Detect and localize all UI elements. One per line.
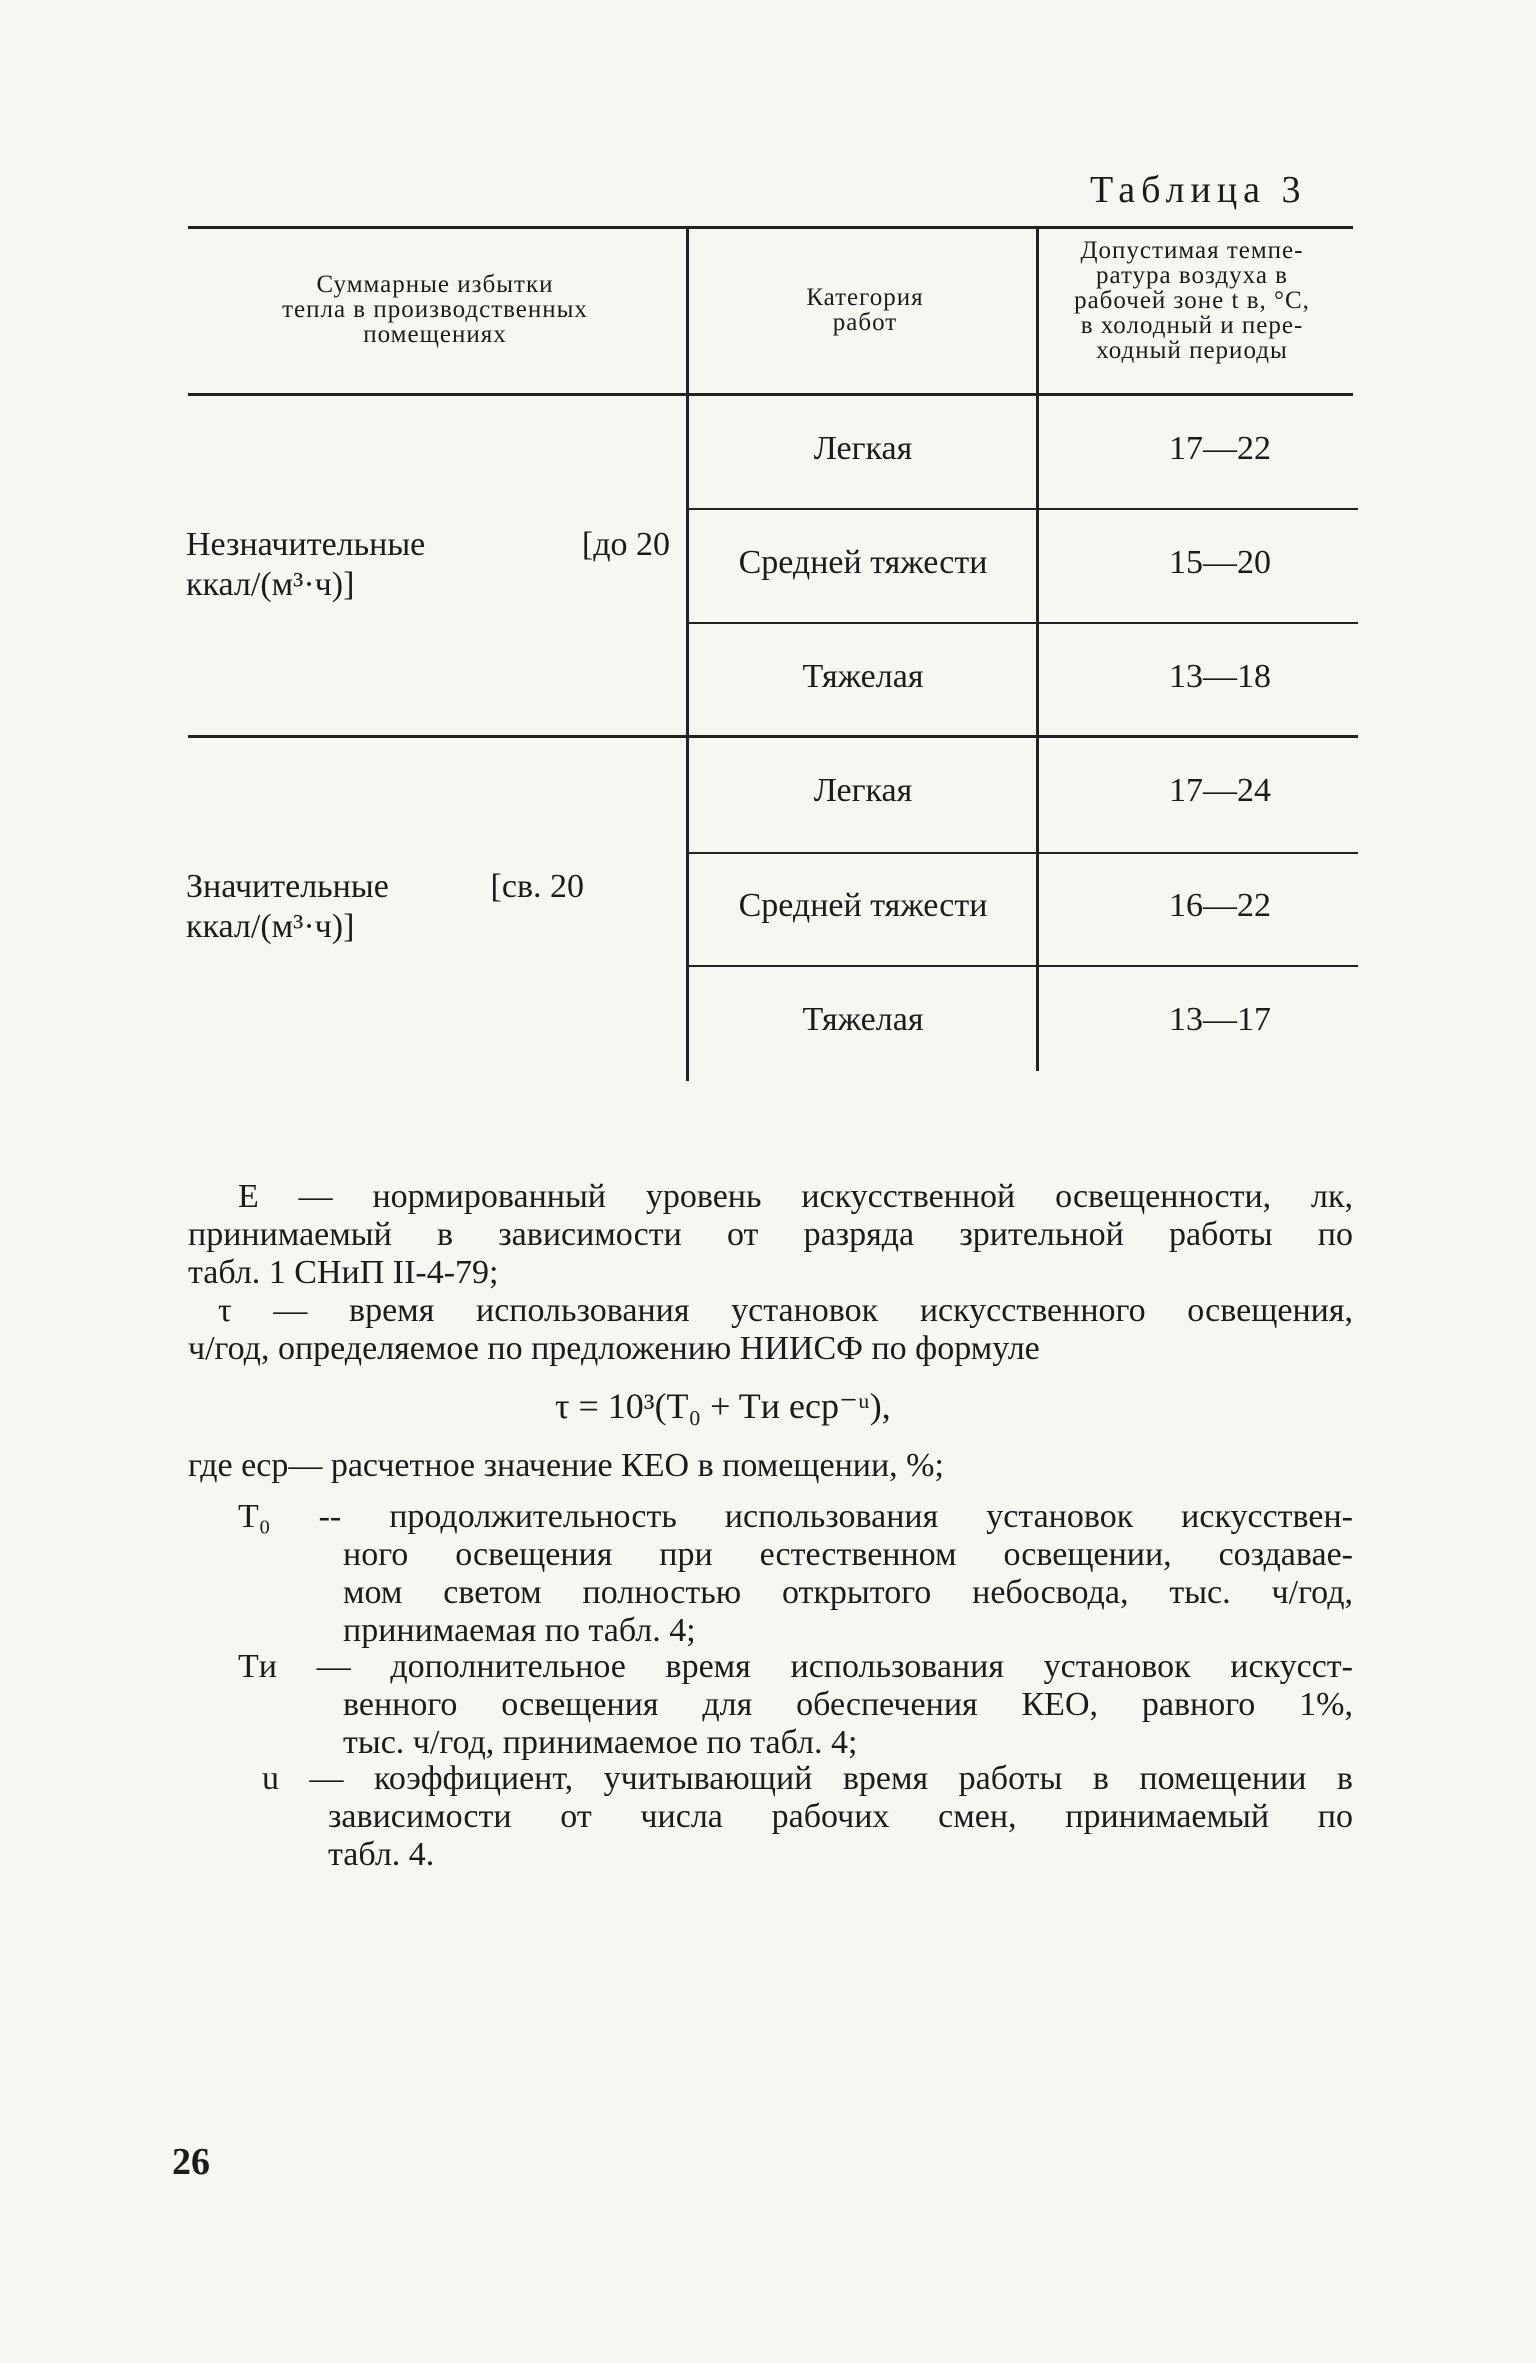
group-label-text: [до 20: [581, 526, 670, 563]
temperature-cell: 16—22: [1169, 887, 1271, 924]
row-rule: [688, 735, 1358, 738]
row-rule: [688, 622, 1358, 624]
temperature-cell: 15—20: [1169, 544, 1271, 581]
text-line: u — коэффициент, учитывающий время работы в помещении в: [262, 1760, 1353, 1797]
header-line: тепла в производственных: [282, 296, 588, 323]
group-label-text: Значительные: [186, 868, 389, 905]
table-caption: Таблица 3: [1090, 169, 1307, 211]
column-rule-1: [686, 226, 689, 1081]
group-label-significant: [186, 867, 584, 947]
header-work-category: [700, 285, 1030, 335]
text-line: венного освещения для обеспечения КЕО, равного 1%,: [343, 1686, 1353, 1723]
header-heat-excess: [210, 272, 660, 347]
formula-tau: τ = 10³(T₀ + Tи eср⁻ᵘ),: [555, 1386, 891, 1426]
group-label-text: [св. 20: [490, 868, 584, 905]
text-line: E — нормированный уровень искусственной освещенности, лк,: [238, 1178, 1353, 1215]
group-label-unit: ккал/(м³·ч)]: [186, 566, 355, 603]
text-line: ного освещения при естественном освещении, создавае-: [343, 1536, 1353, 1573]
where-line: где eср— расчетное значение КЕО в помещении, %;: [188, 1447, 944, 1484]
category-cell: Легкая: [813, 772, 913, 809]
row-rule: [688, 508, 1358, 510]
header-line: помещениях: [363, 321, 507, 348]
group-label-text: Незначительные: [186, 526, 426, 563]
text-line: табл. 4.: [328, 1836, 435, 1873]
text-line: табл. 1 СНиП II-4-79;: [188, 1254, 499, 1291]
header-line: работ: [832, 309, 898, 336]
definition-u: [262, 1760, 1353, 1874]
text-line: мом светом полностью открытого небосвода, тыс. ч/год,: [343, 1574, 1353, 1611]
text-line: Tи — дополнительное время использования установок искусст-: [238, 1648, 1353, 1685]
header-line: Допустимая темпе-: [1080, 237, 1304, 264]
temperature-cell: 17—24: [1169, 772, 1271, 809]
group-divider-rule: [188, 735, 688, 738]
category-cell: Средней тяжести: [738, 544, 988, 581]
text-line: принимаемая по табл. 4;: [343, 1612, 696, 1649]
header-line: рабочей зоне t в, °С,: [1074, 287, 1310, 314]
header-line: ходный периоды: [1096, 337, 1288, 364]
text-line: T₀ -- продолжительность использования установок искусствен-: [238, 1498, 1353, 1535]
temperature-cell: 17—22: [1169, 430, 1271, 467]
row-rule: [688, 852, 1358, 854]
definition-t0: [238, 1498, 1353, 1650]
header-line: Суммарные избытки: [316, 271, 554, 298]
group-label-unit: ккал/(м³·ч)]: [186, 908, 355, 945]
group-label-insignificant: [186, 525, 670, 605]
header-bottom-rule: [188, 393, 1353, 396]
header-line: Категория: [806, 284, 924, 311]
header-allowed-temperature: [1042, 238, 1342, 363]
category-cell: Тяжелая: [802, 1001, 924, 1038]
table-top-rule: [188, 226, 1353, 229]
category-cell: Тяжелая: [802, 658, 924, 695]
temperature-cell: 13—18: [1169, 658, 1271, 695]
temperature-cell: 13—17: [1169, 1001, 1271, 1038]
definition-ti: [238, 1648, 1353, 1762]
header-line: в холодный и пере-: [1080, 312, 1304, 339]
column-rule-2: [1036, 226, 1039, 1071]
header-line: ратура воздуха в: [1096, 262, 1288, 289]
text-line: принимаемый в зависимости от разряда зрительной работы по: [188, 1216, 1353, 1253]
text-line: τ — время использования установок искусственного освещения,: [218, 1292, 1353, 1329]
page-number: 26: [172, 2141, 210, 2183]
category-cell: Легкая: [813, 430, 913, 467]
definition-tau: [188, 1292, 1353, 1368]
text-line: тыс. ч/год, принимаемое по табл. 4;: [343, 1724, 858, 1761]
row-rule: [688, 965, 1358, 967]
definition-e: [188, 1178, 1353, 1292]
text-line: ч/год, определяемое по предложению НИИСФ по формуле: [188, 1330, 1040, 1367]
text-line: зависимости от числа рабочих смен, принимаемый по: [328, 1798, 1353, 1835]
category-cell: Средней тяжести: [738, 887, 988, 924]
